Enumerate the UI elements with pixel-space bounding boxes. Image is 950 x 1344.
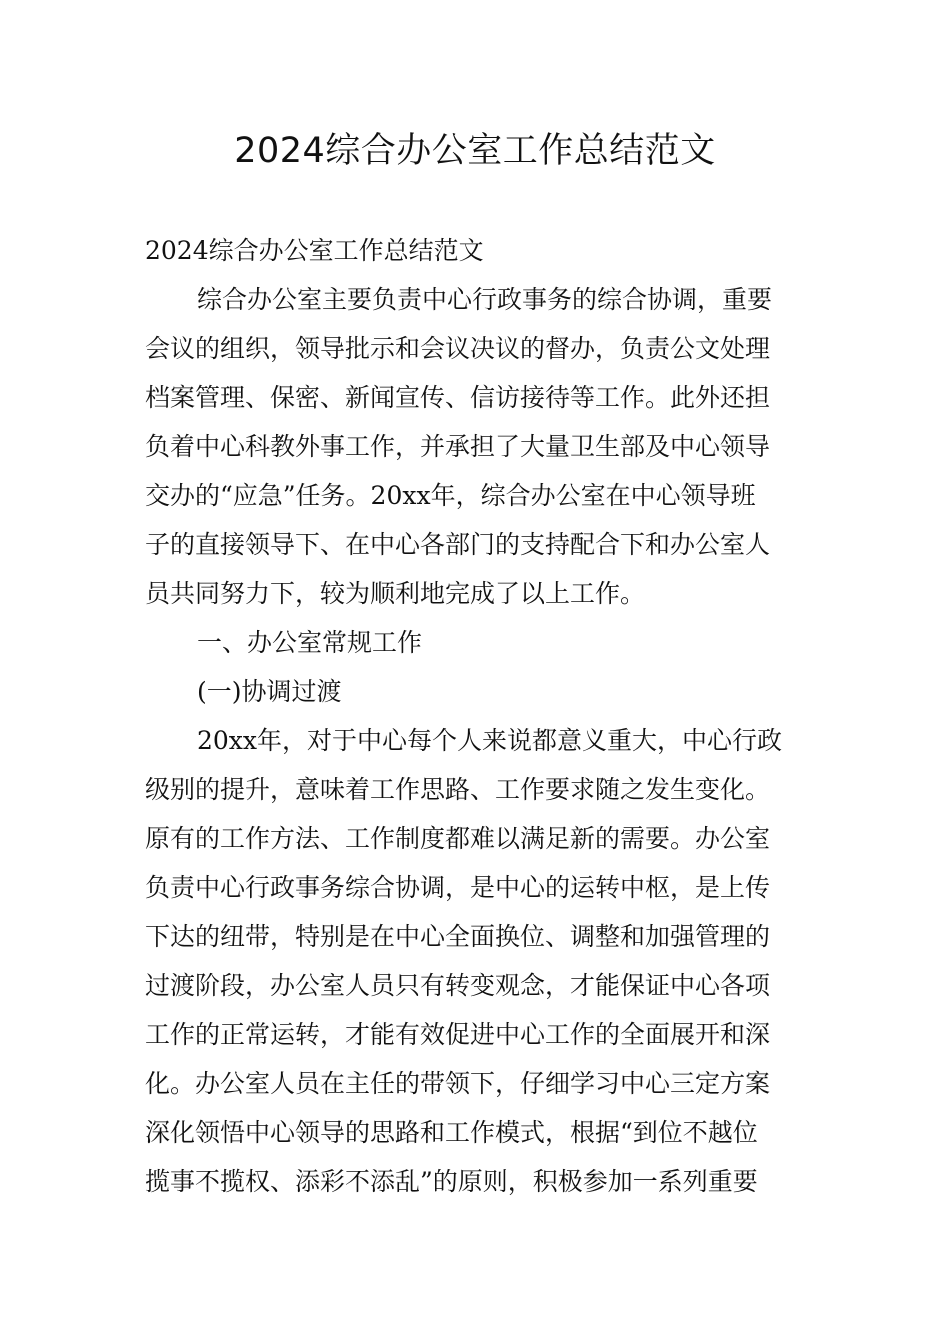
body-line: 2024综合办公室工作总结范文 [145,236,484,265]
body-line: 会议的组织，领导批示和会议决议的督办，负责公文处理 [145,334,771,363]
document-body [145,226,805,1206]
body-line: 负责中心行政事务综合协调，是中心的运转中枢，是上传 [145,873,771,902]
body-line: 负着中心科教外事工作，并承担了大量卫生部及中心领导 [145,432,771,461]
body-line: 工作的正常运转，才能有效促进中心工作的全面展开和深 [145,1020,771,1049]
body-line: 原有的工作方法、工作制度都难以满足新的需要。办公室 [145,824,771,853]
body-line: 20xx年，对于中心每个人来说都意义重大，中心行政 [197,726,783,755]
body-line: 下达的纽带，特别是在中心全面换位、调整和加强管理的 [145,922,771,951]
body-line: 深化领悟中心领导的思路和工作模式，根据“到位不越位 [145,1118,758,1147]
body-line: 化。办公室人员在主任的带领下，仔细学习中心三定方案 [145,1069,771,1098]
body-line: 档案管理、保密、新闻宣传、信访接待等工作。此外还担 [145,383,771,412]
body-line: 子的直接领导下、在中心各部门的支持配合下和办公室人 [145,530,771,559]
body-line: 员共同努力下，较为顺利地完成了以上工作。 [145,579,646,608]
body-line: 级别的提升，意味着工作思路、工作要求随之发生变化。 [145,775,771,804]
subsection-heading: (一)协调过渡 [197,677,342,706]
body-line: 过渡阶段，办公室人员只有转变观念，才能保证中心各项 [145,971,771,1000]
document-title: 2024综合办公室工作总结范文 [234,131,716,171]
section-heading: 一、办公室常规工作 [197,628,423,657]
body-line: 交办的“应急”任务。20xx年，综合办公室在中心领导班 [145,481,756,510]
body-line: 综合办公室主要负责中心行政事务的综合协调，重要 [197,285,773,314]
body-line: 揽事不揽权、添彩不添乱”的原则，积极参加一系列重要 [145,1167,758,1196]
